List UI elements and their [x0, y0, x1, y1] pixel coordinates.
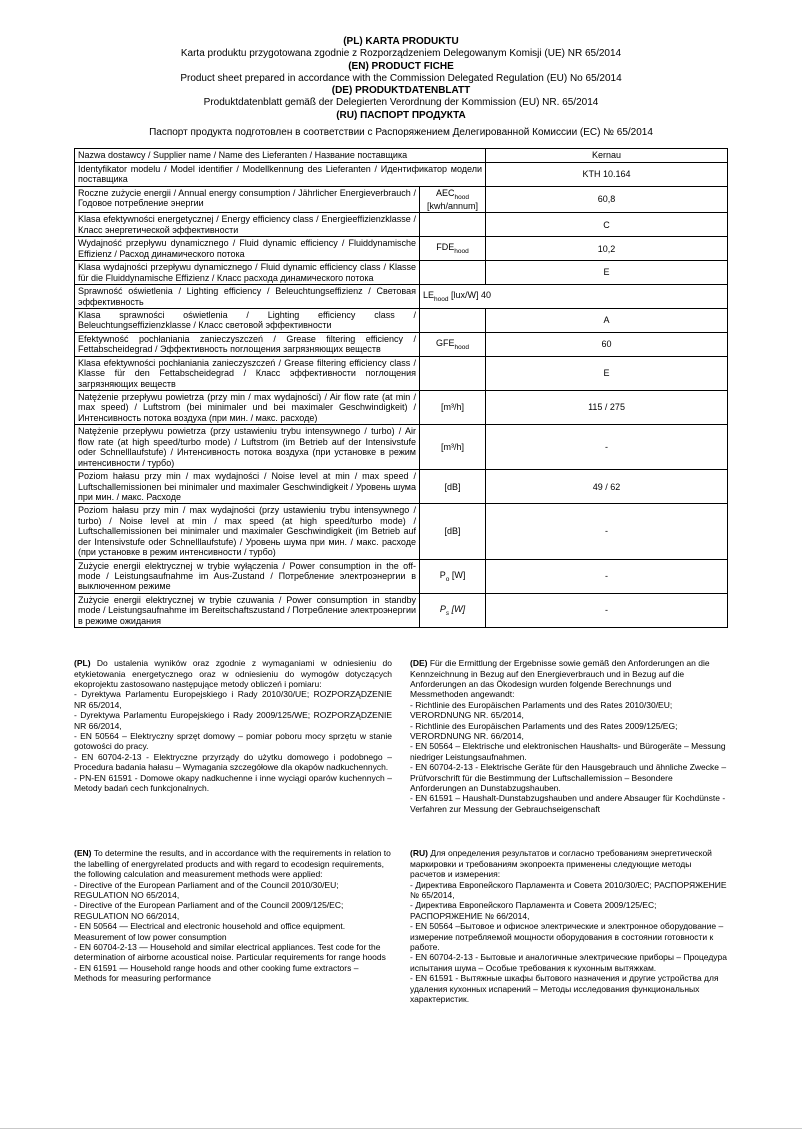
table-row [75, 186, 728, 213]
table-row [75, 391, 728, 425]
row-symbol-text: $P_o$ [W] [439, 569, 466, 583]
row-value: 115 / 275 [486, 391, 728, 425]
row-symbol [420, 470, 486, 504]
table-row [75, 332, 728, 356]
page-bottom-rule [0, 1128, 802, 1129]
row-value: KTH 10.164 [486, 162, 728, 186]
row-symbol-text: $FDE_{hood}$ [436, 242, 469, 255]
table-row [75, 425, 728, 470]
footer-item: - Директива Европейского Парламента и Совета 2009/125/ЕС; РАСПОРЯЖЕНИЕ № 66/2014, [410, 900, 657, 921]
header-en-subtitle: Product sheet prepared in accordance with the Commission Delegated Regulation (EU) No 65/2014 [180, 72, 622, 84]
footer-lang-tag: (RU) [410, 848, 428, 859]
row-symbol-text: $P_s$ [W] [439, 603, 466, 617]
row-label: Identyfikator modelu / Model identifier / Modellkennung des Lieferanten / Идентификатор модели поставщика [75, 162, 486, 186]
footer-item: - EN 50564 –Бытовое и офисное электрические и электронное оборудование – измерение потребляемой мощности оборудования в состоянии готовности к работе. [410, 921, 724, 952]
header-de-subtitle: Produktdatenblatt gemäß der Delegierten Verordnung der Kommission (EU) NR. 65/2014 [203, 97, 599, 109]
footer-item: - EN 60704-2-13 - Бытовые и аналогичные электрические приборы – Процедура испытания шума – Особые требования к кухонным вытяжкам. [410, 952, 727, 973]
header-ru-subtitle: Паспорт продукта подготовлен в соответствии с Распоряжением Делегированной Комиссии (ЕС) № 65/2014 [149, 127, 653, 139]
footer-item: - PN-EN 61591 - Domowe okapy nadkuchenne i inne wyciągi oparów kuchennych – Metody badań cech funkcjonalnych. [74, 772, 392, 794]
product-table [74, 148, 728, 628]
footer-item: - EN 61591 – Haushalt-Dunstabzugshauben und andere Absauger für Kochdünste - Verfahren zur Messung der Gebrauchseigenschaft [410, 793, 726, 814]
document-header [74, 36, 728, 139]
footer-item: - Richtlinie des Europäischen Parlaments und des Rates 2009/125/EG; VERORDNUNG NR. 66/2014, [410, 720, 678, 742]
footer-block-de [410, 658, 728, 814]
row-symbol [420, 559, 486, 593]
row-label: Klasa efektywności pochłaniania zanieczyszczeń / Grease filtering efficiency class / Klasse für den Fettabscheidegrad / Класс эффективности поглощения загрязняющих веществ [75, 356, 420, 390]
row-value: E [486, 261, 728, 285]
footer-item: - EN 61591 — Household range hoods and other cooking fume extractors – Methods for measuring performance [74, 962, 359, 984]
row-label: Sprawność oświetlenia / Lighting efficiency / Beleuchtungseffizienz / Световая эффективность [75, 285, 420, 309]
row-label: Zużycie energii elektrycznej w trybie czuwania / Power consumption in standby mode / Leistungsaufnahme im Bereitschaftszustand / Потребление электроэнергии в режиме ожидания [75, 593, 420, 627]
row-label: Zużycie energii elektrycznej w trybie wyłączenia / Power consumption in the off-mode / Leistungsaufnahme im Aus-Zustand / Потребление электроэнергии в выключенном режиме [75, 559, 420, 593]
footer-item: - Directive of the European Parliament and of the Council 2010/30/EU; REGULATION NO 65/2014, [74, 879, 339, 900]
table-row [75, 261, 728, 285]
row-symbol-text: $AEC_{hood}$ [kwh/annum] [426, 187, 479, 212]
row-symbol [420, 186, 486, 213]
row-symbol-text: [dB] [444, 481, 461, 492]
row-symbol-text: [m³/h] [441, 441, 465, 452]
footer-intro: (RU) Для определения результатов и согласно требованиям энергетической маркировки и требованиям экопроекта применены следующие методы расчетов и измерения: [410, 848, 712, 880]
symbol-subscript: hood [454, 193, 469, 201]
row-symbol [420, 391, 486, 425]
table-row [75, 308, 728, 332]
row-label: Klasa sprawności oświetlenia / Lighting efficiency class / Beleuchtungseffizienzklasse / Класс световой эффективности [75, 308, 420, 332]
footer-item: - EN 60704-2-13 - Elektrische Geräte für den Hausgebrauch und ähnliche Zwecke – Prüfvorschrift für die Bestimmung der Luftschallemission – Besondere Anforderungen an Dunstabzugshauben. [410, 762, 727, 794]
row-value: 10,2 [486, 237, 728, 261]
row-label: Klasa efektywności energetycznej / Energy efficiency class / Energieeffizienzklasse / Класс энергетической эффективности [75, 213, 420, 237]
footer-grid [74, 658, 728, 1004]
row-symbol [420, 213, 486, 237]
footer-item: - Dyrektywa Parlamentu Europejskiego i Rady 2009/125/WE; ROZPORZĄDZENIE NR 66/2014, [74, 710, 392, 731]
row-symbol-text: $GFE_{hood}$ [436, 337, 469, 351]
row-label: Nazwa dostawcy / Supplier name / Name des Lieferanten / Название поставщика [75, 149, 486, 162]
row-symbol [420, 261, 486, 285]
row-value: - [486, 504, 728, 559]
footer-lang-tag: (EN) [74, 848, 92, 859]
table-row [75, 285, 728, 309]
footer-block-en [74, 848, 392, 1004]
table-row [75, 356, 728, 390]
symbol-subscript: s [445, 609, 450, 617]
row-symbol [420, 504, 486, 559]
row-value: - [486, 593, 728, 627]
footer-intro: (EN) To determine the results, and in accordance with the requirements in relation to the labelling of energyrelated products and with regard to ecodesign requirements, the following calculation and measurement methods were applied: [74, 848, 391, 880]
footer-item: - EN 50564 — Electrical and electronic household and office equipment. Measurement of low power consumption [74, 921, 346, 942]
row-symbol [420, 425, 486, 470]
row-value: Kernau [486, 149, 728, 162]
row-symbol-text: $LE_{hood}$ [lux/W] [423, 289, 479, 303]
row-label: Natężenie przepływu powietrza (przy min / max wydajności) / Air flow rate (at min / max speed) / Luftstrom (bei minimaler und bei maximaler Geschwindigkeit) / Интенсивность потока воздуха (при мин. / макс. расходе) [75, 391, 420, 425]
row-symbol [420, 356, 486, 390]
symbol-subscript: hood [434, 295, 449, 303]
footer-item: - EN 60704-2-13 — Household and similar electrical appliances. Test code for the determination of airborne acoustical noise. Particular requirements for range hoods [74, 941, 386, 963]
footer-intro: (PL) Do ustalenia wyników oraz zgodnie z wymaganiami w odniesieniu do etykietowania energetycznego oraz w odniesieniu do wymogów dotyczących ekoprojektu zastosowano następujące metody obliczeń i pomiaru: [74, 658, 392, 690]
row-value: E [486, 356, 728, 390]
footer-item: - Dyrektywa Parlamentu Europejskiego i Rady 2010/30/UE; ROZPORZĄDZENIE NR 65/2014, [74, 689, 392, 710]
footer-item: - Directive of the European Parliament and of the Council 2009/125/EC; REGULATION NO 66/2014, [74, 900, 344, 921]
row-label: Poziom hałasu przy min / max wydajności (przy ustawieniu trybu intensywnego / turbo) / Noise level at min / max speed (at high speed/turbo mode) / Luftschallemissionen bei minimaler und maximaler Geschwindigkeit (im Betrieb auf der Intensivstufe oder Schnelllaufstufe) / Уровень шума при мин. / макс. расходе (при установке в режим интенсивности / турбо) [75, 504, 420, 559]
table-row [75, 237, 728, 261]
row-value: 60,8 [486, 186, 728, 213]
footer-item: - EN 60704-2-13 - Elektryczne przyrządy do użytku domowego i podobnego – Procedura badania hałasu – Wymagania szczegółowe dla okapów nadkuchennych. [74, 751, 392, 773]
footer-item: - EN 50564 – Elektryczny sprzęt domowy – pomiar poboru mocy sprzętu w stanie gotowości do pracy. [74, 731, 392, 752]
header-de-title: (DE) PRODUKTDATENBLATT [331, 85, 471, 97]
row-symbol [420, 332, 486, 356]
table-row [75, 162, 728, 186]
footer-item: - Директива Европейского Парламента и Совета 2010/30/ЕС; РАСПОРЯЖЕНИЕ № 65/2014, [410, 879, 727, 900]
row-value: 60 [486, 332, 728, 356]
footer-item: - EN 50564 – Elektrische und elektronischen Haushalts- und Bürogeräte – Messung niedriger Leistungsaufnahmen. [410, 741, 726, 762]
footer-intro: (DE) Für die Ermittlung der Ergebnisse sowie gemäß den Anforderungen an die Kennzeichnung in Bezug auf den Energieverbrauch und in Bezug auf die Anforderungen an das Ökodesign wurden folgende Berechnungs und Messmethoden angewandt: [410, 658, 710, 700]
row-symbol [420, 308, 486, 332]
footer-lang-tag: (PL) [74, 658, 91, 669]
symbol-subscript: o [445, 575, 450, 583]
row-symbol-text: [m³/h] [441, 402, 465, 413]
footer-block-ru [410, 848, 728, 1004]
product-table-body [75, 149, 728, 628]
footer-block-pl [74, 658, 392, 814]
row-value: C [486, 213, 728, 237]
row-label: Natężenie przepływu powietrza (przy ustawieniu trybu intensywnego / turbo) / Air flow rate (at high speed/turbo mode) / Luftstrom (im Betrieb auf der Intensivstufe oder Schnelllaufstufe) / Интенсивность потока воздуха (при установке в режим интенсивности / турбо) [75, 425, 420, 470]
row-symbol [420, 593, 486, 627]
header-ru-title: (RU) ПАСПОРТ ПРОДУКТА [336, 109, 466, 121]
symbol-subscript: hood [454, 247, 469, 255]
table-row [75, 213, 728, 237]
symbol-subscript: hood [454, 343, 469, 351]
header-pl-title: (PL) KARTA PRODUKTU [343, 36, 459, 47]
row-label: Klasa wydajności przepływu dynamicznego / Fluid dynamic efficiency class / Klasse für die Fluiddynamische Effizienz / Класс расхода динамического потока [75, 261, 420, 285]
row-label: Roczne zużycie energii / Annual energy consumption / Jährlicher Energieverbrauch / Годовое потребление энергии [75, 186, 420, 213]
table-row [75, 470, 728, 504]
header-en-title: (EN) PRODUCT FICHE [348, 60, 454, 72]
footer-item: - Richtlinie des Europäischen Parlaments und des Rates 2010/30/EU; VERORDNUNG NR. 65/2014, [410, 699, 673, 721]
row-symbol-and-value: $LE_{hood}$ [lux/W] 40 [420, 285, 728, 309]
footer-lang-tag: (DE) [410, 658, 428, 669]
row-symbol [420, 237, 486, 261]
row-value: - [486, 425, 728, 470]
row-symbol-text: [dB] [444, 526, 461, 537]
row-value: - [486, 559, 728, 593]
row-label: Poziom hałasu przy min / max wydajności / Noise level at min / max speed / Luftschallemissionen bei minimaler und maximaler Geschwindigkeit / Уровень шума при мин. / макс. Расходе [75, 470, 420, 504]
table-row [75, 149, 728, 162]
row-value: A [486, 308, 728, 332]
row-label: Wydajność przepływu dynamicznego / Fluid dynamic efficiency / Fluiddynamische Effizienz / Расход динамического потока [75, 237, 420, 261]
row-label: Efektywność pochłaniania zanieczyszczeń / Grease filtering efficiency / Fettabscheidegrad / Эффективность поглощения загрязняющих веществ [75, 332, 420, 356]
header-pl-subtitle: Karta produktu przygotowana zgodnie z Rozporządzeniem Delegowanym Komisji (UE) NR 65/2014 [180, 48, 622, 60]
table-row [75, 593, 728, 627]
footer-item: - EN 61591 - Вытяжные шкафы бытового назначения и другие устройства для удаления кухонных испарений – Методы исследования функциональных характеристик. [410, 973, 719, 1004]
table-row [75, 504, 728, 559]
table-row [75, 559, 728, 593]
row-value: 49 / 62 [486, 470, 728, 504]
